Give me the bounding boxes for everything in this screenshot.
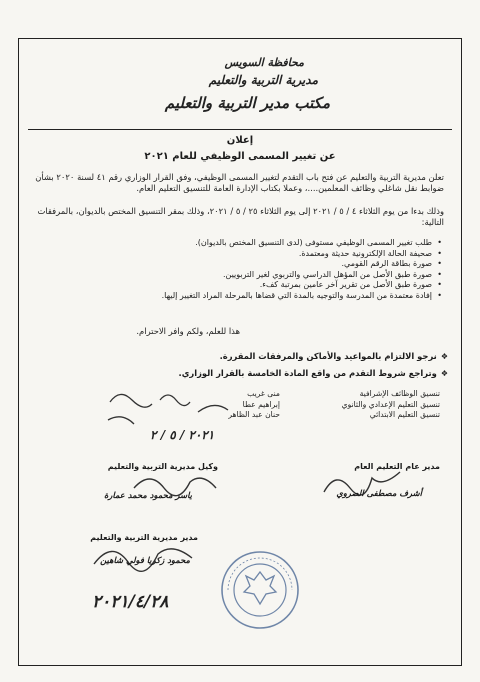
list-item: • صورة طبق الأصل من تقرير آخر عامين بمرتبة كفء. (122, 280, 442, 291)
list-item: • صورة طبق الأصل من المؤهل الدراسي والتربوي لغير التربويين. (122, 270, 442, 281)
list-item: • صورة بطاقة الرقم القومي. (122, 259, 442, 270)
letterhead-line-1: محافظة السويس (224, 56, 304, 69)
letterhead-line-3: مكتب مدير التربية والتعليم (164, 94, 330, 112)
announcement-title: عن تغيير المسمى الوظيفي للعام ٢٠٢١ (144, 151, 336, 162)
deputy-name: ياسر محمود محمد عمارة (103, 490, 192, 500)
list-item: • طلب تغيير المسمى الوظيفي مستوفى (لدى التنسيق المختص بالديوان). (122, 238, 442, 249)
header-divider (28, 129, 452, 130)
letterhead-line-2: مديرية التربية والتعليم (208, 73, 318, 87)
diamond-bullet-icon: ❖ (440, 369, 448, 378)
diamond-bullet-icon: ❖ (440, 352, 448, 361)
office-3: تنسيق التعليم الابتدائي (369, 410, 440, 420)
gm-name: أشرف مصطفى الصروي (336, 488, 422, 498)
name-1: منى غريب (247, 389, 280, 398)
timing-paragraph: وذلك بدءا من يوم الثلاثاء ٤ / ٥ / ٢٠٢١ إلى يوم الثلاثاء ٢٥ / ٥ / ٢٠٢١، وذلك بمقر التنسيق المختص بالديوان، بالمرفقات التالية: (37, 206, 444, 227)
note-1 (88, 351, 448, 361)
office-1: تنسيق الوظائف الإشرافية (359, 389, 440, 398)
list-item: • صحيفة الحالة الإلكترونية حديثة ومعتمدة. (122, 249, 442, 260)
coordination-offices (290, 389, 440, 421)
name-3: حنان عبد الظاهر (228, 410, 280, 420)
gm-title: مدير عام التعليم العام (354, 462, 440, 471)
note-2 (88, 368, 448, 378)
note-2-text: وتراجع شروط التقدم من واقع المادة الخامسة بالقرار الوزاري. (178, 368, 437, 378)
reference-number: ٢٠٢١/٤/٢٨ (92, 592, 169, 612)
announcement-label: إعلان (226, 135, 254, 146)
list-item: • إفادة معتمدة من المدرسة والتوجيه بالمدة التي قضاها بالمرحلة المراد التغيير إليها. (122, 291, 442, 302)
closing-line: هذا للعلم، ولكم وافر الاحترام. (136, 326, 240, 336)
intro-paragraph: تعلن مديرية التربية والتعليم عن فتح باب التقدم لتغيير المسمى الوظيفي، وفق القرار الوزاري رقم ٤١ لسنة ٢٠٢٠ بشأن ضوابط نقل شاغلي وظائف المعلمين....، وعملا بكتاب الإدارة العامة للتنسيق التعليم العام. (35, 172, 444, 193)
name-2: إبراهيم عطا (242, 399, 280, 409)
director-name: محمود زكريا فولي شاهين (100, 555, 190, 565)
note-1-text: نرجو الالتزام بالمواعيد والأماكن والمرفقات المقررة. (219, 351, 437, 361)
attachments-list (122, 238, 442, 302)
office-2: تنسيق التعليم الإعدادي والثانوي (341, 399, 440, 409)
director-title: مدير مديرية التربية والتعليم (90, 533, 198, 542)
handwritten-date: ٢٠٢١ / ٥ / ٢ (150, 428, 215, 442)
official-stamp-icon (218, 548, 302, 632)
deputy-title: وكيل مديرية التربية والتعليم (107, 462, 218, 471)
